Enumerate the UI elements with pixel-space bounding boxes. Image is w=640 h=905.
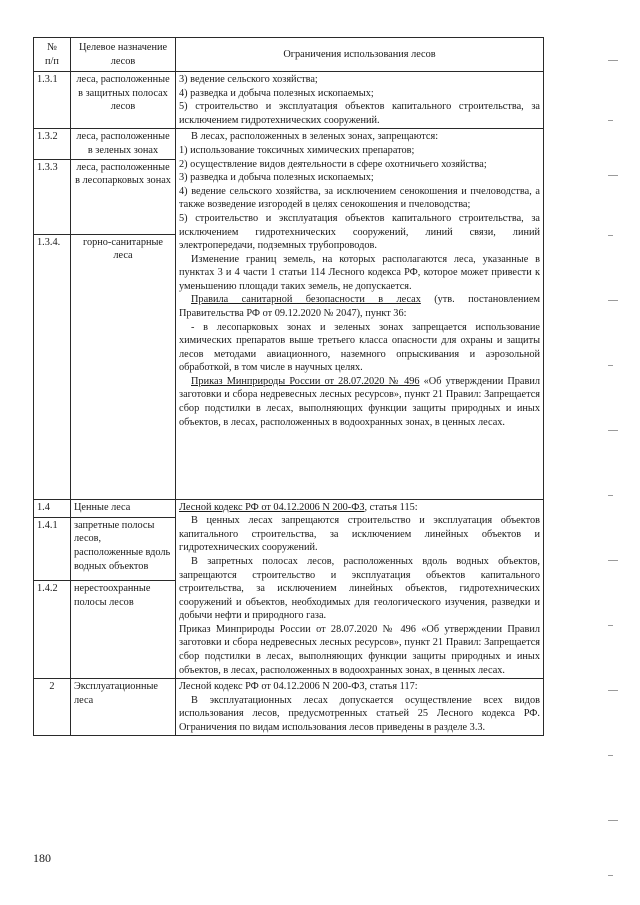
code-link[interactable]: Лесной кодекс РФ от 04.12.2006 N 200-ФЗ bbox=[179, 501, 365, 513]
restriction-line: В эксплуатационных лесах допускается осуществление всех видов использования лесов, предусмотренных статьей 25 Лесного кодекса РФ. Ограничения по видам использования лесов приведены в разделе 3.3. bbox=[179, 694, 540, 733]
restriction-line bbox=[179, 293, 540, 320]
row-number: 1.3.3 bbox=[34, 159, 71, 234]
restriction-line: 1) использование токсичных химических препаратов; bbox=[179, 145, 415, 157]
row-purpose: горно-санитарные леса bbox=[71, 234, 176, 499]
row-number: 1.4.1 bbox=[34, 517, 71, 580]
header-number: № п/п bbox=[34, 38, 71, 72]
restriction-line: 3) разведка и добыча полезных ископаемых; bbox=[179, 172, 374, 184]
row-purpose: леса, расположенные в зеленых зонах bbox=[71, 129, 176, 159]
restriction-line: В лесах, расположенных в зеленых зонах, запрещаются: bbox=[191, 131, 439, 143]
row-restrictions bbox=[176, 499, 544, 679]
rule-link[interactable]: Правила санитарной безопасности в лесах bbox=[191, 294, 421, 306]
header-restrictions: Ограничения использования лесов bbox=[176, 38, 544, 72]
table-row bbox=[34, 72, 544, 129]
header-purpose: Целевое назначение лесов bbox=[71, 38, 176, 72]
row-purpose: Ценные леса bbox=[71, 499, 176, 517]
restriction-line: 4) разведка и добыча полезных ископаемых; bbox=[179, 87, 374, 99]
row-purpose: запретные полосы лесов, расположенные вдоль водных объектов bbox=[71, 517, 176, 580]
row-restrictions bbox=[176, 129, 544, 499]
restriction-line: 2) осуществление видов деятельности в сфере охотничьего хозяйства; bbox=[179, 158, 487, 170]
rule-text: (утв. постановлением Правительства РФ от 09.12.2020 № 2047), пункт 36: bbox=[179, 294, 540, 319]
table-row bbox=[34, 129, 544, 159]
row-purpose: нерестоохранные полосы лесов bbox=[71, 581, 176, 679]
row-number: 1.3.2 bbox=[34, 129, 71, 159]
restriction-line: 4) ведение сельского хозяйства, за исключением сенокошения и пчеловодства, а также возведение изгородей в целях сенокошения и пчеловодства; bbox=[179, 185, 540, 211]
row-number: 1.3.4. bbox=[34, 234, 71, 499]
table-row bbox=[34, 679, 544, 736]
table-header-row bbox=[34, 38, 544, 72]
code-text: , статья 115: bbox=[364, 501, 418, 513]
row-restrictions bbox=[176, 679, 544, 736]
table-row bbox=[34, 499, 544, 517]
row-purpose: леса, расположенные в защитных полосах лесов bbox=[71, 72, 176, 129]
restriction-line: В запретных полосах лесов, расположенных вдоль водных объектов, запрещаются строительство и эксплуатация объектов капитального строительства, за исключением линейных объектов, гидротехнических сооружений и объектов, необходимых для геологического изучения, разведки и добычи нефти и природного газа. bbox=[179, 555, 540, 622]
order-link[interactable]: Приказ Минприроды России от 28.07.2020 № 496 bbox=[191, 375, 420, 387]
restriction-line: 5) строительство и эксплуатация объектов капитального строительства, за исключением гидротехнических сооружений, линий связи, линий электропередачи, подземных трубопроводов. bbox=[179, 212, 540, 252]
restriction-line: 3) ведение сельского хозяйства; bbox=[179, 74, 318, 86]
scan-margin-marks bbox=[600, 0, 640, 905]
row-number: 1.4.2 bbox=[34, 581, 71, 679]
restriction-line: Лесной кодекс РФ от 04.12.2006 N 200-ФЗ, статья 117: bbox=[179, 681, 418, 693]
restriction-line bbox=[179, 501, 540, 515]
forest-restrictions-table bbox=[33, 37, 544, 736]
row-number: 1.4 bbox=[34, 499, 71, 517]
row-purpose: Эксплуатационные леса bbox=[71, 679, 176, 736]
row-number: 1.3.1 bbox=[34, 72, 71, 129]
restriction-line bbox=[179, 375, 540, 429]
restriction-line: Приказ Минприроды России от 28.07.2020 № 496 «Об утверждении Правил заготовки и сбора недревесных лесных ресурсов», пункт 21 Правил: Запрещается сбор подстилки в лесах, выполняющих функции защиты природных и иных объектов, в лесах, расположенных в водоохранных зонах, в ценных лесах. bbox=[179, 623, 540, 676]
page-number: 180 bbox=[33, 851, 51, 865]
row-restrictions bbox=[176, 72, 544, 129]
row-number: 2 bbox=[34, 679, 71, 736]
restriction-line: В ценных лесах запрещаются строительство и эксплуатация объектов капитального строительства, за исключением линейных объектов и гидротехнических сооружений. bbox=[179, 515, 540, 554]
restriction-line: - в лесопарковых зонах и зеленых зонах запрещается использование химических препаратов выше третьего класса опасности для охраны и защиты лесов методами авиационного, наземного опрыскивания и аэрозольной обработкой, в том числе в научных целях. bbox=[179, 321, 540, 374]
restriction-line: 5) строительство и эксплуатация объектов капитального строительства, за исключением гидротехнических сооружений. bbox=[179, 101, 540, 126]
order-text: «Об утверждении Правил заготовки и сбора недревесных лесных ресурсов», пункт 21 Правил: Запрещается сбор подстилки в лесах, выполняющих функции защиты природных и иных объектов, в лесах, расположенных в водоохранных зонах, в ценных лесах. bbox=[179, 375, 540, 428]
row-purpose: леса, расположенные в лесопарковых зонах bbox=[71, 159, 176, 234]
restriction-line: Изменение границ земель, на которых располагаются леса, указанные в пунктах 3 и 4 части 1 статьи 114 Лесного кодекса РФ, которое может привести к уменьшению площади таких земель, не допускается. bbox=[179, 253, 540, 292]
